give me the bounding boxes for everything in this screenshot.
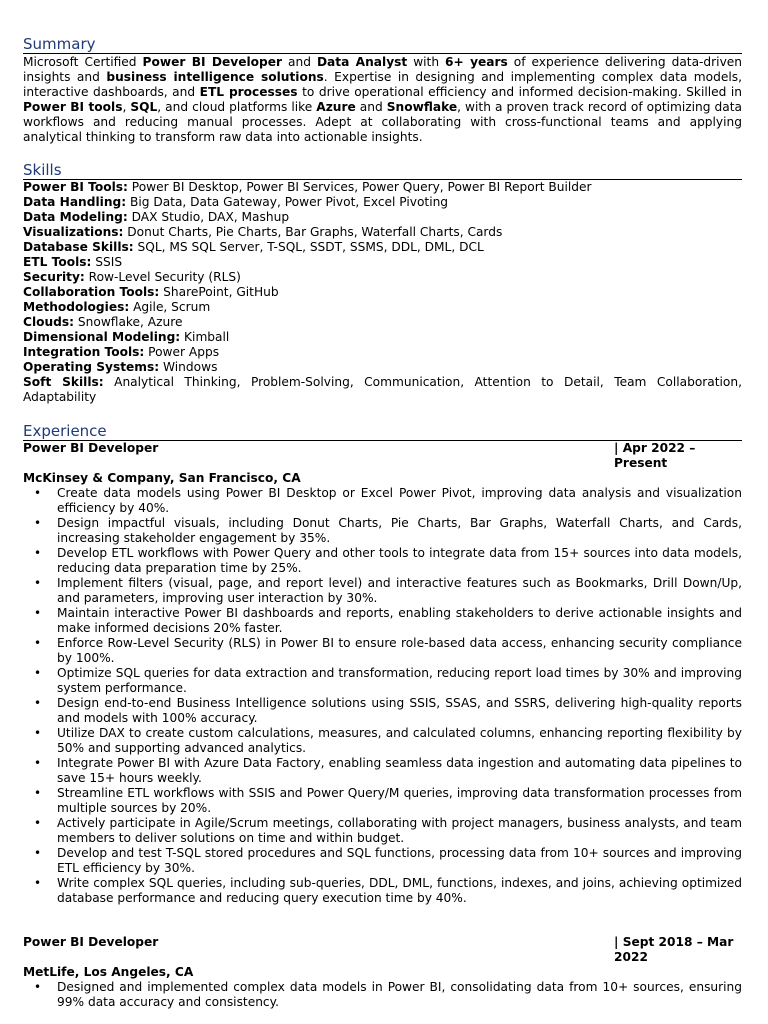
skill-value: SSIS xyxy=(91,255,123,269)
job-entry xyxy=(23,441,742,906)
skill-label: Data Modeling: xyxy=(23,210,128,224)
summary-emphasis: Snowflake xyxy=(386,100,458,114)
summary-emphasis: Power BI tools xyxy=(23,100,123,114)
summary-text: , with a proven track record of optimizing data workflows and reducing manual processes. Adept at collaborating with cross-functional teams and applying analytical thinking to transform raw data into actionable insights. xyxy=(23,100,742,144)
job-bullet: • Streamline ETL workflows with SSIS and Power Query/M queries, improving data transformation processes from multiple sources by 20%. xyxy=(23,786,742,816)
job-bullet: • Integrate Power BI with Azure Data Factory, enabling seamless data ingestion and automating data pipelines to save 15+ hours weekly. xyxy=(23,756,742,786)
job-dates: | Sept 2018 – Mar 2022 xyxy=(614,935,734,964)
skill-item xyxy=(23,195,742,210)
job-bullets xyxy=(23,980,742,1010)
job-bullet: • Maintain interactive Power BI dashboards and reports, enabling stakeholders to derive actionable insights and make informed decisions 20% faster. xyxy=(23,606,742,636)
summary-emphasis: business intelligence solutions xyxy=(106,70,324,84)
job-bullets xyxy=(23,486,742,906)
summary-heading: Summary xyxy=(23,35,742,54)
skills-heading: Skills xyxy=(23,161,742,180)
experience-heading: Experience xyxy=(23,422,742,441)
job-header xyxy=(23,935,742,965)
skill-item xyxy=(23,330,742,345)
summary-emphasis: SQL xyxy=(130,100,158,114)
skill-item xyxy=(23,375,742,405)
skill-item xyxy=(23,285,742,300)
skill-label: Database Skills: xyxy=(23,240,134,254)
skill-label: Dimensional Modeling: xyxy=(23,330,181,344)
summary-emphasis: 6+ years xyxy=(445,55,508,69)
job-role: Power BI Developer xyxy=(23,935,159,949)
summary-emphasis: ETL processes xyxy=(199,85,298,99)
skill-item xyxy=(23,255,742,270)
skill-label: Visualizations: xyxy=(23,225,124,239)
skill-item xyxy=(23,270,742,285)
resume-page xyxy=(23,0,742,1010)
summary-emphasis: Data Analyst xyxy=(316,55,408,69)
job-dates: | Apr 2022 – Present xyxy=(614,441,696,470)
skill-label: Methodologies: xyxy=(23,300,130,314)
summary-text: and xyxy=(355,100,387,114)
summary-text: Microsoft Certified xyxy=(23,55,143,69)
skill-label: Collaboration Tools: xyxy=(23,285,160,299)
job-header xyxy=(23,441,742,471)
job-company: MetLife, Los Angeles, CA xyxy=(23,965,194,979)
skill-value: Row-Level Security (RLS) xyxy=(84,270,241,284)
skill-label: Clouds: xyxy=(23,315,75,329)
skill-item xyxy=(23,225,742,240)
skill-value: SharePoint, GitHub xyxy=(159,285,279,299)
skills-list xyxy=(23,180,742,405)
skill-value: SQL, MS SQL Server, T-SQL, SSDT, SSMS, DDL, DML, DCL xyxy=(133,240,484,254)
job-bullet: • Design impactful visuals, including Donut Charts, Pie Charts, Bar Graphs, Waterfall Charts, and Cards, increasing stakeholder engagement by 35%. xyxy=(23,516,742,546)
skill-value: Analytical Thinking, Problem-Solving, Communication, Attention to Detail, Team Collaboration, Adaptability xyxy=(23,375,742,404)
summary-text: , xyxy=(122,100,131,114)
skill-item xyxy=(23,240,742,255)
job-company: McKinsey & Company, San Francisco, CA xyxy=(23,471,301,485)
summary-text: to drive operational efficiency and informed decision-making. Skilled in xyxy=(297,85,742,99)
job-bullet: • Develop and test T-SQL stored procedures and SQL functions, processing data from 10+ sources and improving ETL efficiency by 30%. xyxy=(23,846,742,876)
skill-item xyxy=(23,360,742,375)
job-role: Power BI Developer xyxy=(23,441,159,455)
skill-value: DAX Studio, DAX, Mashup xyxy=(127,210,290,224)
skill-value: Kimball xyxy=(180,330,230,344)
skill-label: Security: xyxy=(23,270,85,284)
job-bullet: • Design end-to-end Business Intelligence solutions using SSIS, SSAS, and SSRS, delivering high-quality reports and models with 100% accuracy. xyxy=(23,696,742,726)
job-bullet: • Actively participate in Agile/Scrum meetings, collaborating with project managers, business analysts, and team members to deliver solutions on time and within budget. xyxy=(23,816,742,846)
job-bullet: • Write complex SQL queries, including sub-queries, DDL, DML, functions, indexes, and joins, achieving optimized database performance and reducing query execution time by 40%. xyxy=(23,876,742,906)
skill-value: Power BI Desktop, Power BI Services, Power Query, Power BI Report Builder xyxy=(127,180,592,194)
skill-value: Donut Charts, Pie Charts, Bar Graphs, Waterfall Charts, Cards xyxy=(123,225,503,239)
job-bullet: • Utilize DAX to create custom calculations, measures, and calculated columns, enhancing reporting flexibility by 50% and supporting advanced analytics. xyxy=(23,726,742,756)
experience-list xyxy=(23,441,742,1010)
skill-value: Agile, Scrum xyxy=(129,300,211,314)
summary-text: with xyxy=(407,55,446,69)
skill-label: Operating Systems: xyxy=(23,360,160,374)
job-bullet: • Designed and implemented complex data models in Power BI, consolidating data from 10+ sources, ensuring 99% data accuracy and consistency. xyxy=(23,980,742,1010)
summary-paragraph xyxy=(23,55,742,145)
skill-value: Snowflake, Azure xyxy=(74,315,183,329)
skill-label: Integration Tools: xyxy=(23,345,145,359)
summary-text: , and cloud platforms like xyxy=(157,100,317,114)
skill-value: Big Data, Data Gateway, Power Pivot, Excel Pivoting xyxy=(126,195,449,209)
job-bullet: • Develop ETL workflows with Power Query and other tools to integrate data from 15+ sources into data models, reducing data preparation time by 25%. xyxy=(23,546,742,576)
job-bullet: • Enforce Row-Level Security (RLS) in Power BI to ensure role-based data access, enhancing security compliance by 100%. xyxy=(23,636,742,666)
skill-label: Power BI Tools: xyxy=(23,180,128,194)
summary-text: of experience delivering data-driven insights and xyxy=(23,55,743,84)
skill-label: ETL Tools: xyxy=(23,255,92,269)
summary-text: . Expertise in designing and implementing complex data models, interactive dashboards, and xyxy=(23,70,742,99)
skill-label: Data Handling: xyxy=(23,195,127,209)
job-bullet: • Create data models using Power BI Desktop or Excel Power Pivot, improving data analysis and visualization efficiency by 40%. xyxy=(23,486,742,516)
summary-emphasis: Power BI Developer xyxy=(142,55,283,69)
job-entry xyxy=(23,935,742,1010)
summary-emphasis: Azure xyxy=(316,100,356,114)
skill-item xyxy=(23,315,742,330)
job-bullet: • Implement filters (visual, page, and report level) and interactive features such as Bookmarks, Drill Down/Up, and parameters, improving user interaction by 30%. xyxy=(23,576,742,606)
skill-item xyxy=(23,180,742,195)
skill-item xyxy=(23,210,742,225)
skill-value: Power Apps xyxy=(144,345,220,359)
skill-label: Soft Skills: xyxy=(23,375,104,389)
skill-item xyxy=(23,345,742,360)
summary-text: and xyxy=(282,55,317,69)
skill-item xyxy=(23,300,742,315)
skill-value: Windows xyxy=(159,360,218,374)
job-bullet: • Optimize SQL queries for data extraction and transformation, reducing report load times by 30% and improving system performance. xyxy=(23,666,742,696)
